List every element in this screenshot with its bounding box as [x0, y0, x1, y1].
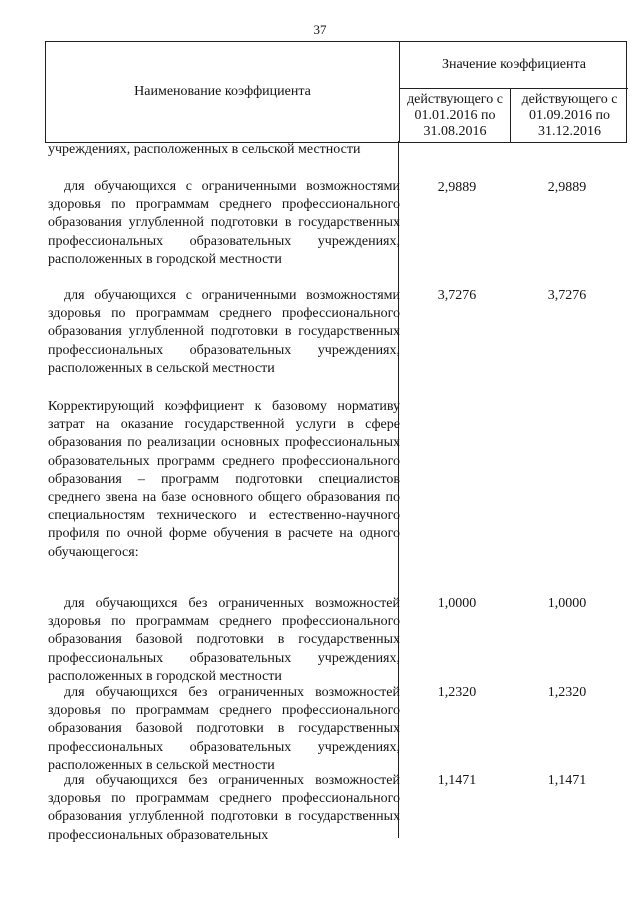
header-period-2: действующего с 01.09.2016 по 31.12.2016 [521, 91, 618, 139]
row-text: для обучающихся с ограниченными возможностями здоровья по программам среднего профессионального образования углубленной подготовки в государственных профессиональных образовательных учреждениях, расположенных в сельской местности [48, 288, 400, 376]
row-text: для обучающихся с ограниченными возможностями здоровья по программам среднего профессионального образования углубленной подготовки в государственных профессиональных образовательных учреждениях, расположенных в городской местности [48, 179, 400, 267]
header-coefficient-name: Наименование коэффициента [46, 42, 400, 142]
row-text: для обучающихся без ограниченных возможностей здоровья по программам среднего профессионального образования углубленной подготовки в государственных профессиональных образовательных [48, 773, 400, 843]
row-value-period-1: 1,1471 [437, 773, 477, 788]
header-period-1: действующего с 01.01.2016 по 31.08.2016 [400, 89, 511, 142]
row-text: учреждениях, расположенных в сельской местности [48, 142, 361, 157]
table-header [45, 41, 627, 143]
row-value-period-2: 2,9889 [547, 180, 587, 195]
page-number: 37 [313, 22, 327, 37]
row-value-period-2: 1,0000 [547, 596, 587, 611]
row-value-period-1: 2,9889 [437, 180, 477, 195]
header-coefficient-value: Значение коэффициента [400, 42, 628, 89]
row-text: для обучающихся без ограниченных возможностей здоровья по программам среднего профессионального образования базовой подготовки в государственных профессиональных образовательных учреждениях, расположенных в сельской местности [48, 685, 400, 773]
row-value-period-1: 1,2320 [437, 685, 477, 700]
coefficient-table [45, 41, 627, 143]
row-value-period-2: 1,2320 [547, 685, 587, 700]
section-heading-text: Корректирующий коэффициент к базовому нормативу затрат на оказание государственной услуги в сфере образования по реализации основных профессиональных образовательных программ среднего профессионального образования – программ подготовки специалистов среднего звена на базе основного общего образования по специальностям технического и естественно-научного профиля по очной форме обучения в расчете на одного обучающегося: [48, 399, 400, 560]
row-text: для обучающихся без ограниченных возможностей здоровья по программам среднего профессионального образования базовой подготовки в государственных профессиональных образовательных учреждениях, расположенных в городской местности [48, 596, 400, 684]
row-value-period-1: 1,0000 [437, 596, 477, 611]
row-value-period-2: 1,1471 [547, 773, 587, 788]
row-value-period-2: 3,7276 [547, 288, 587, 303]
row-value-period-1: 3,7276 [437, 288, 477, 303]
